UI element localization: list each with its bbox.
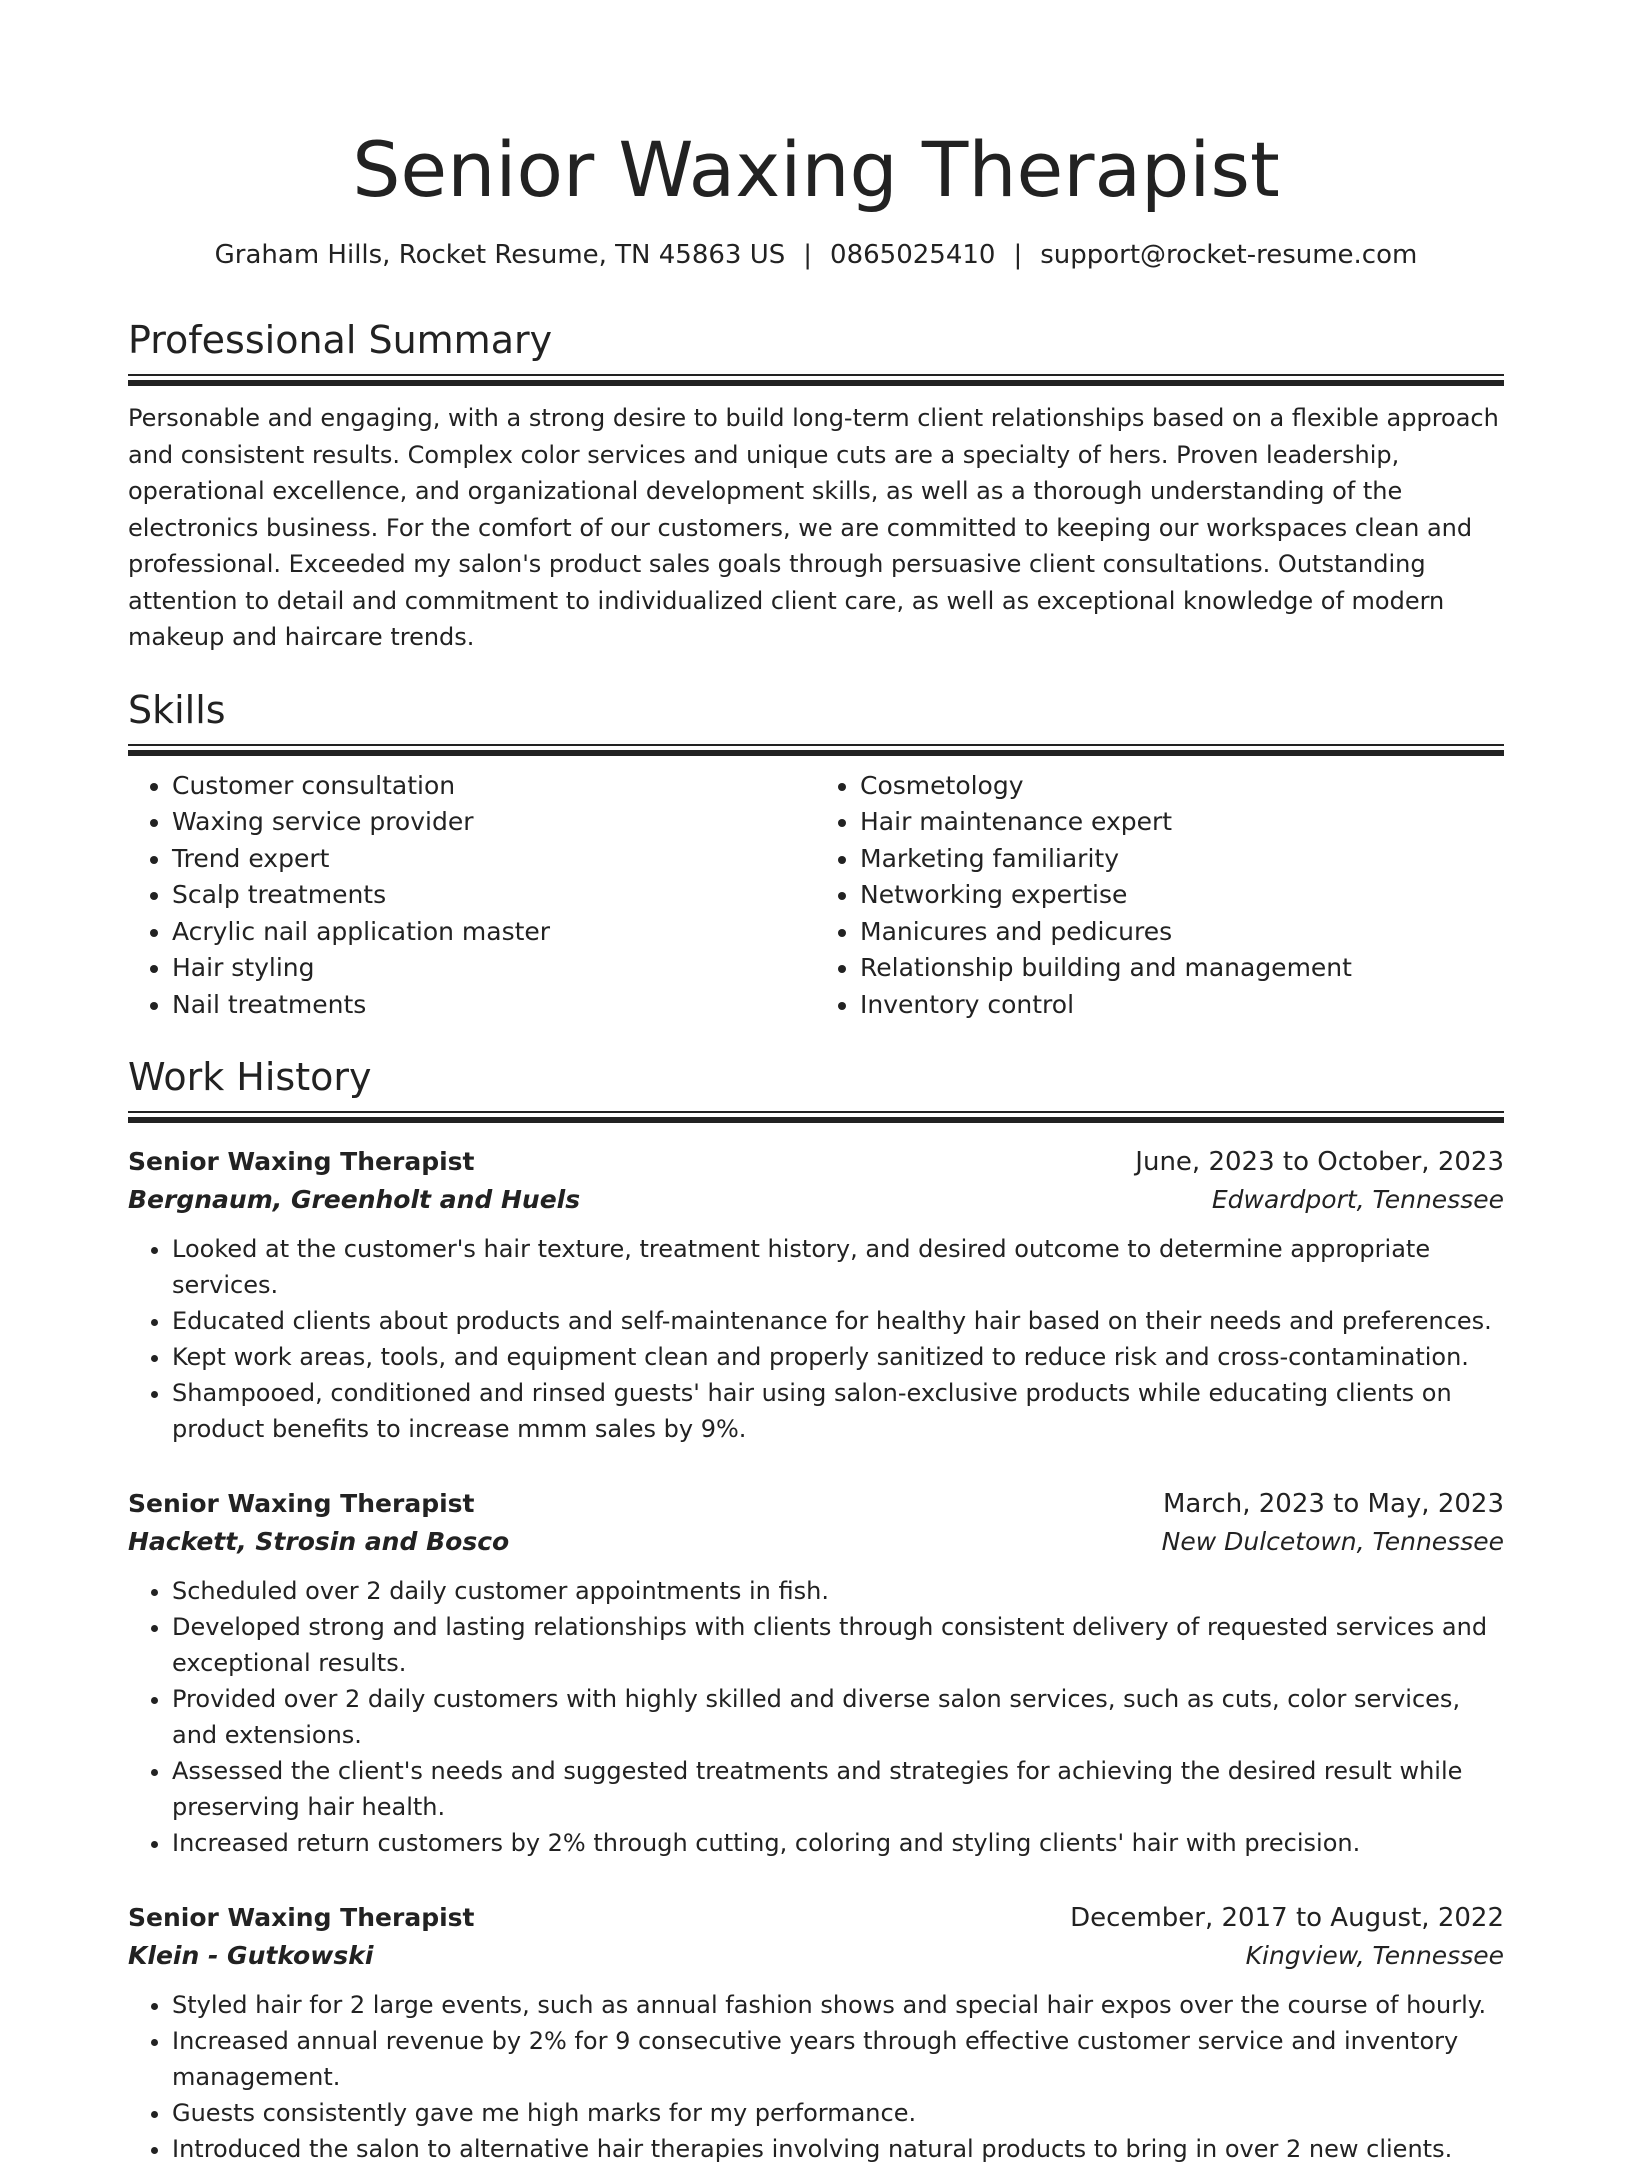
skill-item: • Cosmetology bbox=[860, 768, 1504, 805]
skill-item: • Marketing familiarity bbox=[860, 841, 1504, 878]
skill-item: • Hair maintenance expert bbox=[860, 804, 1504, 841]
skills-section bbox=[128, 686, 1504, 1024]
contact-separator: | bbox=[1013, 240, 1023, 270]
skills-list-left bbox=[128, 768, 816, 1024]
job-bullet: • Educated clients about products and self-maintenance for healthy hair based on their needs and preferences. bbox=[172, 1303, 1504, 1339]
job-bullets bbox=[128, 1231, 1504, 1447]
job-location: Edwardport, Tennessee bbox=[1211, 1185, 1504, 1214]
job-subheader bbox=[128, 1937, 1504, 1975]
job-header bbox=[128, 1899, 1504, 1937]
job-dates: December, 2017 to August, 2022 bbox=[1070, 1903, 1504, 1933]
job-bullet: • Provided over 2 daily customers with highly skilled and diverse salon services, such as cuts, color services, and extensions. bbox=[172, 1681, 1504, 1753]
skill-item: • Manicures and pedicures bbox=[860, 914, 1504, 951]
job-location: Kingview, Tennessee bbox=[1245, 1941, 1504, 1970]
work-history-section bbox=[128, 1053, 1504, 2167]
section-divider bbox=[128, 744, 1504, 756]
skills-columns bbox=[128, 768, 1504, 1024]
job-company: Bergnaum, Greenholt and Huels bbox=[128, 1185, 581, 1214]
contact-separator: | bbox=[803, 240, 813, 270]
skill-item: • Waxing service provider bbox=[172, 804, 816, 841]
job-bullet: • Guests consistently gave me high marks for my performance. bbox=[172, 2095, 1504, 2131]
job-location: New Dulcetown, Tennessee bbox=[1161, 1527, 1504, 1556]
work-history-title: Work History bbox=[128, 1055, 372, 1099]
summary-text: Personable and engaging, with a strong desire to build long-term client relationships based on a flexible approach and consistent results. Complex color services and unique cuts are a specialty of hers. Proven leadership, operational excellence, and organizational development skills, as well as a thorough understanding of the electronics business. For the comfort of our customers, we are committed to keeping our workspaces clean and professional. Exceeded my salon's product sales goals through persuasive client consultations. Outstanding attention to detail and commitment to individualized client care, as well as exceptional knowledge of modern makeup and haircare trends. bbox=[128, 404, 1499, 651]
job-title: Senior Waxing Therapist bbox=[128, 1903, 475, 1932]
summary-section bbox=[128, 316, 1504, 656]
skill-item: • Networking expertise bbox=[860, 877, 1504, 914]
skills-list-right bbox=[816, 768, 1504, 1024]
job-company: Klein - Gutkowski bbox=[128, 1941, 374, 1970]
job-bullet: • Looked at the customer's hair texture, treatment history, and desired outcome to determine appropriate services. bbox=[172, 1231, 1504, 1303]
summary-title: Professional Summary bbox=[128, 318, 553, 362]
job-dates: June, 2023 to October, 2023 bbox=[1135, 1147, 1504, 1177]
skill-item: • Acrylic nail application master bbox=[172, 914, 816, 951]
job-entry bbox=[128, 1899, 1504, 2167]
contact-address: Graham Hills, Rocket Resume, TN 45863 US bbox=[214, 240, 786, 270]
job-subheader bbox=[128, 1523, 1504, 1561]
job-bullet: • Kept work areas, tools, and equipment clean and properly sanitized to reduce risk and cross-contamination. bbox=[172, 1339, 1504, 1375]
contact-line bbox=[128, 238, 1504, 272]
job-header bbox=[128, 1143, 1504, 1181]
job-header bbox=[128, 1485, 1504, 1523]
skill-item: • Hair styling bbox=[172, 950, 816, 987]
job-bullet: • Styled hair for 2 large events, such as annual fashion shows and special hair expos over the course of hourly. bbox=[172, 1987, 1504, 2023]
job-bullet: • Increased annual revenue by 2% for 9 consecutive years through effective customer service and inventory management. bbox=[172, 2023, 1504, 2095]
job-bullet: • Shampooed, conditioned and rinsed guests' hair using salon-exclusive products while educating clients on product benefits to increase mmm sales by 9%. bbox=[172, 1375, 1504, 1447]
job-title: Senior Waxing Therapist bbox=[128, 1147, 475, 1176]
job-entry bbox=[128, 1485, 1504, 1861]
job-bullet: • Increased return customers by 2% through cutting, coloring and styling clients' hair with precision. bbox=[172, 1825, 1504, 1861]
skill-item: • Inventory control bbox=[860, 987, 1504, 1024]
job-title: Senior Waxing Therapist bbox=[128, 1489, 475, 1518]
resume-name: Senior Waxing Therapist bbox=[352, 125, 1280, 214]
job-entry bbox=[128, 1143, 1504, 1447]
contact-email: support@rocket-resume.com bbox=[1040, 240, 1418, 270]
skill-item: • Customer consultation bbox=[172, 768, 816, 805]
skill-item: • Trend expert bbox=[172, 841, 816, 878]
job-company: Hackett, Strosin and Bosco bbox=[128, 1527, 510, 1556]
job-dates: March, 2023 to May, 2023 bbox=[1162, 1489, 1504, 1519]
skill-item: • Nail treatments bbox=[172, 987, 816, 1024]
job-bullets bbox=[128, 1987, 1504, 2167]
job-bullet: • Scheduled over 2 daily customer appointments in fish. bbox=[172, 1573, 1504, 1609]
job-bullet: • Developed strong and lasting relationships with clients through consistent delivery of requested services and exceptional results. bbox=[172, 1609, 1504, 1681]
section-divider bbox=[128, 1111, 1504, 1123]
contact-phone: 0865025410 bbox=[830, 240, 996, 270]
job-bullet: • Assessed the client's needs and suggested treatments and strategies for achieving the desired result while preserving hair health. bbox=[172, 1753, 1504, 1825]
section-divider bbox=[128, 374, 1504, 386]
job-bullets bbox=[128, 1573, 1504, 1861]
job-subheader bbox=[128, 1181, 1504, 1219]
skill-item: • Relationship building and management bbox=[860, 950, 1504, 987]
job-bullet: • Introduced the salon to alternative hair therapies involving natural products to bring in over 2 new clients. bbox=[172, 2131, 1504, 2167]
skills-title: Skills bbox=[128, 687, 226, 732]
skill-item: • Scalp treatments bbox=[172, 877, 816, 914]
